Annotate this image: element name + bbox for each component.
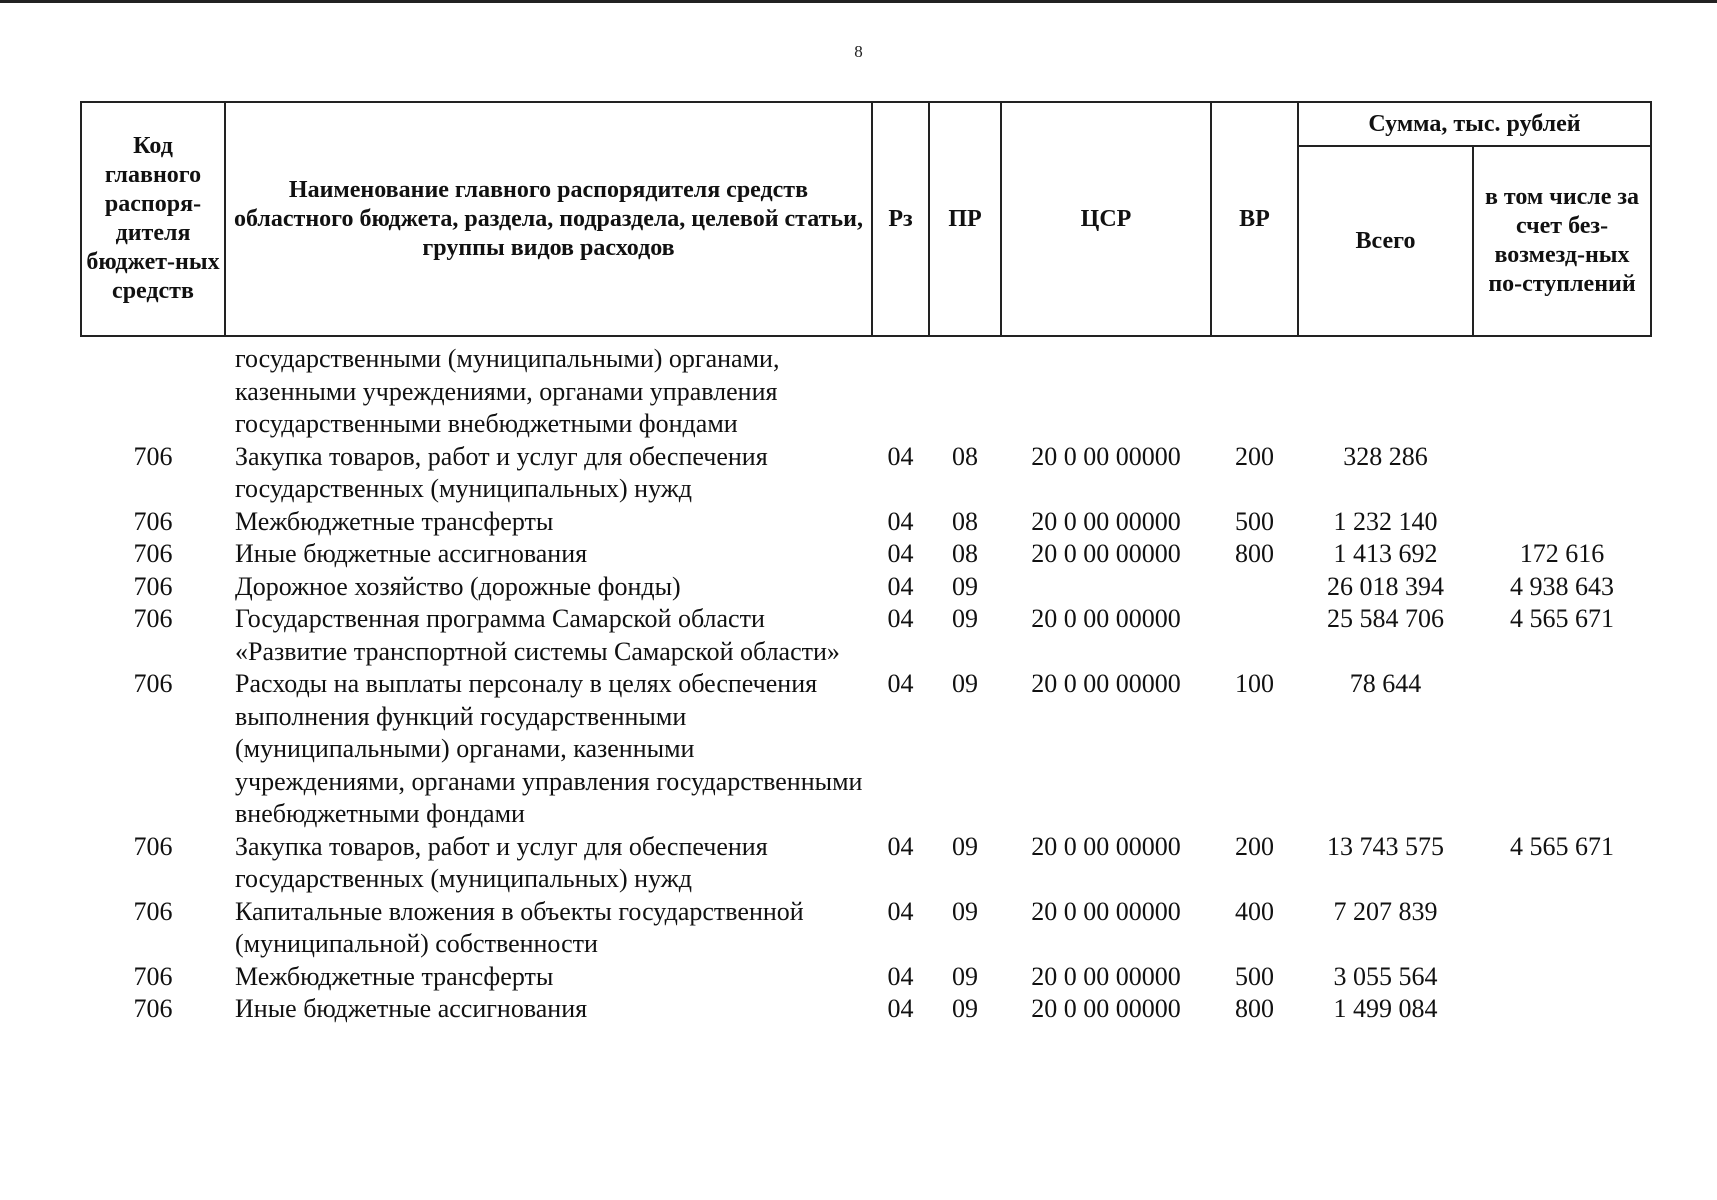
table-row bbox=[81, 571, 1651, 604]
cell-name: Расходы на выплаты персоналу в целях обеспечения выполнения функций государственными (муниципальными) органами, казенными учреждениями, органами управления государственными внебюджетными фондами bbox=[235, 669, 863, 828]
cell-csr bbox=[1001, 571, 1211, 604]
cell-csr: 20 0 00 00000 bbox=[1031, 994, 1181, 1023]
table-body bbox=[81, 336, 1651, 1026]
header-total: Всего bbox=[1298, 146, 1473, 336]
cell-total: 1 499 084 bbox=[1333, 994, 1438, 1023]
cell-pr: 09 bbox=[952, 961, 978, 991]
cell-name: Закупка товаров, работ и услуг для обеспечения государственных (муниципальных) нужд bbox=[235, 441, 768, 503]
cell-vr: 800 bbox=[1235, 994, 1274, 1023]
cell-code: 706 bbox=[133, 831, 173, 861]
cell-pr: 09 bbox=[952, 604, 978, 633]
cell-csr: 20 0 00 00000 bbox=[1031, 896, 1181, 926]
cell-vr: 800 bbox=[1235, 539, 1274, 568]
cell-rz: 04 bbox=[887, 539, 914, 568]
cell-name: Закупка товаров, работ и услуг для обеспечения государственных (муниципальных) нужд bbox=[235, 831, 768, 893]
cell-rz: 04 bbox=[887, 961, 914, 991]
table-row bbox=[81, 538, 1651, 571]
cell-vr: 400 bbox=[1235, 896, 1274, 926]
cell-name: Межбюджетные трансферты bbox=[235, 506, 554, 536]
cell-vr: 200 bbox=[1235, 441, 1274, 471]
cell-pr: 09 bbox=[952, 831, 978, 861]
cell-total: 26 018 394 bbox=[1327, 571, 1444, 601]
cell-free: 4 938 643 bbox=[1510, 571, 1614, 601]
cell-code: 706 bbox=[133, 441, 173, 471]
cell-pr bbox=[929, 336, 1001, 441]
cell-pr: 08 bbox=[952, 441, 978, 471]
cell-total: 25 584 706 bbox=[1327, 604, 1444, 633]
cell-csr: 20 0 00 00000 bbox=[1031, 604, 1181, 633]
cell-csr: 20 0 00 00000 bbox=[1031, 441, 1181, 471]
table-row bbox=[81, 668, 1651, 831]
cell-csr: 20 0 00 00000 bbox=[1031, 506, 1181, 536]
cell-rz bbox=[872, 336, 929, 441]
cell-total: 78 644 bbox=[1349, 669, 1422, 698]
header-csr: ЦСР bbox=[1001, 102, 1211, 336]
table-row bbox=[81, 993, 1651, 1026]
header-name: Наименование главного распорядителя средств областного бюджета, раздела, подраздела, целевой статьи, группы видов расходов bbox=[225, 102, 872, 336]
cell-rz: 04 bbox=[887, 896, 914, 926]
table-row bbox=[81, 603, 1651, 668]
cell-rz: 04 bbox=[887, 604, 914, 633]
cell-code: 706 bbox=[133, 604, 173, 633]
cell-csr: 20 0 00 00000 bbox=[1031, 669, 1181, 698]
cell-csr: 20 0 00 00000 bbox=[1031, 539, 1181, 568]
cell-free bbox=[1473, 993, 1651, 1026]
cell-vr bbox=[1211, 571, 1298, 604]
cell-free bbox=[1473, 896, 1651, 961]
cell-free bbox=[1473, 506, 1651, 539]
cell-vr: 500 bbox=[1235, 961, 1274, 991]
cell-code: 706 bbox=[133, 539, 173, 568]
header-rz: Рз bbox=[872, 102, 929, 336]
header-code: Код главного распоря-дителя бюджет-ных средств bbox=[81, 102, 225, 336]
cell-total: 1 232 140 bbox=[1333, 506, 1438, 536]
cell-pr: 09 bbox=[952, 994, 978, 1023]
cell-rz: 04 bbox=[887, 669, 914, 698]
cell-total bbox=[1298, 336, 1473, 441]
cell-csr: 20 0 00 00000 bbox=[1031, 831, 1181, 861]
cell-total: 7 207 839 bbox=[1333, 896, 1438, 926]
cell-vr: 100 bbox=[1235, 669, 1274, 698]
cell-name: Иные бюджетные ассигнования bbox=[235, 994, 588, 1023]
table-row bbox=[81, 336, 1651, 441]
cell-pr: 09 bbox=[952, 571, 978, 601]
cell-free: 172 616 bbox=[1519, 539, 1605, 568]
cell-code: 706 bbox=[133, 506, 173, 536]
cell-free bbox=[1473, 336, 1651, 441]
cell-free bbox=[1473, 961, 1651, 994]
cell-code: 706 bbox=[133, 961, 173, 991]
cell-vr: 500 bbox=[1235, 506, 1274, 536]
cell-total: 1 413 692 bbox=[1333, 539, 1438, 568]
cell-code: 706 bbox=[133, 571, 173, 601]
cell-free bbox=[1473, 441, 1651, 506]
table-row bbox=[81, 961, 1651, 994]
cell-pr: 08 bbox=[952, 539, 978, 568]
cell-name: Государственная программа Самарской области «Развитие транспортной системы Самарской области» bbox=[235, 604, 840, 666]
table-row bbox=[81, 506, 1651, 539]
cell-rz: 04 bbox=[887, 441, 914, 471]
cell-pr: 08 bbox=[952, 506, 978, 536]
header-pr: ПР bbox=[929, 102, 1001, 336]
cell-rz: 04 bbox=[887, 831, 914, 861]
cell-free bbox=[1473, 668, 1651, 831]
cell-total: 3 055 564 bbox=[1333, 961, 1438, 991]
cell-code: 706 bbox=[133, 994, 173, 1023]
cell-name: Межбюджетные трансферты bbox=[235, 961, 554, 991]
cell-vr bbox=[1211, 603, 1298, 668]
cell-pr: 09 bbox=[952, 669, 978, 698]
budget-table bbox=[80, 101, 1652, 1026]
cell-rz: 04 bbox=[887, 506, 914, 536]
header-free: в том числе за счет без-возмезд-ных по-ступлений bbox=[1473, 146, 1651, 336]
header-sum: Сумма, тыс. рублей bbox=[1298, 102, 1651, 146]
header-vr: ВР bbox=[1211, 102, 1298, 336]
table-row bbox=[81, 831, 1651, 896]
cell-name: государственными (муниципальными) органами, казенными учреждениями, органами управления государственными внебюджетными фондами bbox=[235, 344, 780, 438]
cell-csr bbox=[1001, 336, 1211, 441]
cell-rz: 04 bbox=[887, 571, 914, 601]
cell-free: 4 565 671 bbox=[1510, 604, 1614, 633]
cell-rz: 04 bbox=[887, 994, 914, 1023]
table-row bbox=[81, 896, 1651, 961]
cell-name: Иные бюджетные ассигнования bbox=[235, 539, 588, 568]
page-top-border bbox=[0, 0, 1717, 3]
table-row bbox=[81, 441, 1651, 506]
cell-pr: 09 bbox=[952, 896, 978, 926]
cell-code: 706 bbox=[133, 669, 173, 698]
cell-name: Капитальные вложения в объекты государственной (муниципальной) собственности bbox=[235, 896, 804, 958]
cell-total: 13 743 575 bbox=[1327, 831, 1444, 861]
page-number: 8 bbox=[854, 42, 863, 61]
cell-vr bbox=[1211, 336, 1298, 441]
cell-vr: 200 bbox=[1235, 831, 1274, 861]
cell-free: 4 565 671 bbox=[1510, 831, 1614, 861]
cell-code bbox=[81, 336, 225, 441]
cell-name: Дорожное хозяйство (дорожные фонды) bbox=[235, 571, 681, 601]
cell-total: 328 286 bbox=[1343, 441, 1428, 471]
cell-csr: 20 0 00 00000 bbox=[1031, 961, 1181, 991]
cell-code: 706 bbox=[133, 896, 173, 926]
